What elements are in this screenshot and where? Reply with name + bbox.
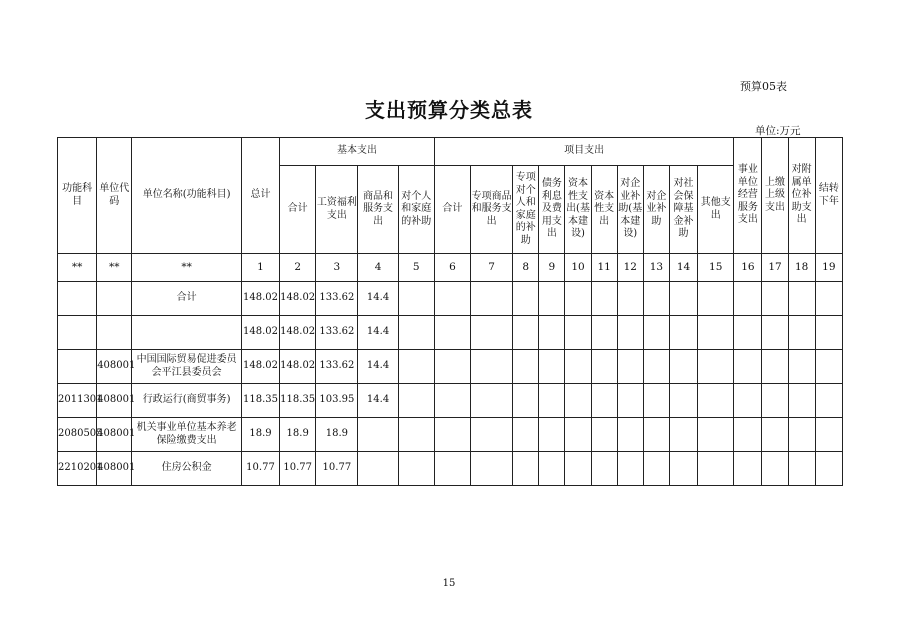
index-cell: 19: [815, 254, 842, 282]
wage-cell: 103.95: [316, 384, 358, 418]
col-basic-group: 基本支出: [280, 138, 435, 166]
col-proj-goods: 专项商品和服务支出: [471, 166, 513, 254]
empty-cell: [698, 350, 734, 384]
empty-cell: [788, 418, 815, 452]
goods-cell: [358, 418, 398, 452]
col-carry: 结转下年: [815, 138, 842, 254]
empty-cell: [434, 282, 470, 316]
col-basic-personal: 对个人和家庭的补助: [398, 166, 434, 254]
func-code-cell: [58, 282, 97, 316]
goods-cell: 14.4: [358, 384, 398, 418]
budget-table: [57, 137, 843, 486]
col-proj-capital-build: 资本性支出(基本建设): [565, 166, 591, 254]
col-basic-wage: 工资福利支出: [316, 166, 358, 254]
empty-cell: [643, 316, 669, 350]
empty-cell: [398, 452, 434, 486]
index-cell: 11: [591, 254, 617, 282]
empty-cell: [513, 418, 539, 452]
index-cell: 13: [643, 254, 669, 282]
func-code-cell: 2011301: [58, 384, 97, 418]
empty-cell: [398, 316, 434, 350]
total-cell: 148.02: [241, 316, 279, 350]
unit-code-cell: 408001: [97, 452, 132, 486]
basic-total-cell: 118.35: [280, 384, 316, 418]
empty-cell: [734, 350, 762, 384]
func-code-cell: 2210201: [58, 452, 97, 486]
func-code-cell: 2080505: [58, 418, 97, 452]
empty-cell: [398, 418, 434, 452]
empty-cell: [617, 282, 643, 316]
empty-cell: [591, 452, 617, 486]
empty-cell: [762, 384, 788, 418]
header-row-1: [58, 138, 843, 166]
empty-cell: [698, 384, 734, 418]
empty-cell: [471, 316, 513, 350]
total-cell: 118.35: [241, 384, 279, 418]
empty-cell: [539, 452, 565, 486]
empty-cell: [513, 384, 539, 418]
index-cell: 5: [398, 254, 434, 282]
empty-cell: [698, 418, 734, 452]
empty-cell: [669, 384, 697, 418]
empty-cell: [565, 452, 591, 486]
empty-cell: [591, 384, 617, 418]
table-row: [58, 350, 843, 384]
col-unit-code: 单位代码: [97, 138, 132, 254]
col-basic-total: 合计: [280, 166, 316, 254]
unit-name-cell: 中国国际贸易促进委员会平江县委员会: [132, 350, 242, 384]
empty-cell: [434, 418, 470, 452]
col-project-group: 项目支出: [434, 138, 734, 166]
empty-cell: [815, 452, 842, 486]
func-code-cell: [58, 350, 97, 384]
index-cell: 8: [513, 254, 539, 282]
col-proj-debt: 债务利息及费用支出: [539, 166, 565, 254]
index-cell: 4: [358, 254, 398, 282]
index-cell: 12: [617, 254, 643, 282]
col-proj-ent: 对企业补助: [643, 166, 669, 254]
goods-cell: 14.4: [358, 316, 398, 350]
empty-cell: [513, 316, 539, 350]
wage-cell: 133.62: [316, 350, 358, 384]
empty-cell: [734, 418, 762, 452]
index-cell: **: [132, 254, 242, 282]
empty-cell: [471, 350, 513, 384]
empty-cell: [698, 452, 734, 486]
wage-cell: 133.62: [316, 282, 358, 316]
col-proj-ent-build: 对企业补助(基本建设): [617, 166, 643, 254]
empty-cell: [471, 384, 513, 418]
empty-cell: [591, 282, 617, 316]
total-cell: 18.9: [241, 418, 279, 452]
col-total: 总计: [241, 138, 279, 254]
index-cell: 17: [762, 254, 788, 282]
page-title: 支出预算分类总表: [365, 98, 533, 122]
index-cell: 14: [669, 254, 697, 282]
index-cell: 1: [241, 254, 279, 282]
col-proj-personal: 专项对个人和家庭的补助: [513, 166, 539, 254]
empty-cell: [617, 384, 643, 418]
empty-cell: [815, 384, 842, 418]
col-subsidiary: 对附属单位补助支出: [788, 138, 815, 254]
total-cell: 148.02: [241, 282, 279, 316]
index-cell: 9: [539, 254, 565, 282]
empty-cell: [565, 384, 591, 418]
empty-cell: [565, 282, 591, 316]
empty-cell: [471, 452, 513, 486]
table-row: [58, 282, 843, 316]
goods-cell: 14.4: [358, 282, 398, 316]
index-cell: 3: [316, 254, 358, 282]
index-cell: **: [58, 254, 97, 282]
empty-cell: [539, 316, 565, 350]
unit-code-cell: [97, 282, 132, 316]
empty-cell: [434, 452, 470, 486]
empty-cell: [434, 384, 470, 418]
empty-cell: [669, 282, 697, 316]
empty-cell: [398, 384, 434, 418]
unit-name-cell: 合计: [132, 282, 242, 316]
empty-cell: [591, 316, 617, 350]
basic-total-cell: 10.77: [280, 452, 316, 486]
empty-cell: [471, 418, 513, 452]
col-proj-capital: 资本性支出: [591, 166, 617, 254]
table-row: [58, 316, 843, 350]
index-row: [58, 254, 843, 282]
empty-cell: [815, 316, 842, 350]
empty-cell: [617, 418, 643, 452]
empty-cell: [539, 384, 565, 418]
col-func-code: 功能科目: [58, 138, 97, 254]
empty-cell: [669, 418, 697, 452]
unit-name-cell: [132, 316, 242, 350]
empty-cell: [698, 282, 734, 316]
empty-cell: [643, 282, 669, 316]
empty-cell: [669, 350, 697, 384]
empty-cell: [617, 350, 643, 384]
empty-cell: [643, 452, 669, 486]
index-cell: 18: [788, 254, 815, 282]
empty-cell: [762, 316, 788, 350]
basic-total-cell: 148.02: [280, 282, 316, 316]
basic-total-cell: 18.9: [280, 418, 316, 452]
form-number: 预算05表: [740, 80, 787, 93]
empty-cell: [617, 316, 643, 350]
empty-cell: [734, 384, 762, 418]
empty-cell: [788, 316, 815, 350]
total-cell: 10.77: [241, 452, 279, 486]
empty-cell: [815, 282, 842, 316]
empty-cell: [643, 384, 669, 418]
unit-code-cell: 408001: [97, 350, 132, 384]
unit-label: 单位:万元: [755, 125, 801, 137]
goods-cell: 14.4: [358, 350, 398, 384]
table-row: [58, 452, 843, 486]
wage-cell: 18.9: [316, 418, 358, 452]
empty-cell: [565, 418, 591, 452]
wage-cell: 10.77: [316, 452, 358, 486]
empty-cell: [565, 316, 591, 350]
empty-cell: [434, 350, 470, 384]
empty-cell: [513, 282, 539, 316]
col-proj-other: 其他支出: [698, 166, 734, 254]
index-cell: 15: [698, 254, 734, 282]
empty-cell: [434, 316, 470, 350]
empty-cell: [815, 418, 842, 452]
empty-cell: [762, 418, 788, 452]
index-cell: 10: [565, 254, 591, 282]
empty-cell: [398, 350, 434, 384]
wage-cell: 133.62: [316, 316, 358, 350]
empty-cell: [513, 452, 539, 486]
col-unit-name: 单位名称(功能科目): [132, 138, 242, 254]
empty-cell: [734, 316, 762, 350]
empty-cell: [762, 452, 788, 486]
table-row: [58, 418, 843, 452]
col-proj-social: 对社会保障基金补助: [669, 166, 697, 254]
basic-total-cell: 148.02: [280, 316, 316, 350]
col-business: 事业单位经营服务支出: [734, 138, 762, 254]
unit-name-cell: 住房公积金: [132, 452, 242, 486]
unit-code-cell: 408001: [97, 418, 132, 452]
func-code-cell: [58, 316, 97, 350]
empty-cell: [643, 418, 669, 452]
basic-total-cell: 148.02: [280, 350, 316, 384]
empty-cell: [734, 452, 762, 486]
empty-cell: [762, 350, 788, 384]
empty-cell: [565, 350, 591, 384]
empty-cell: [471, 282, 513, 316]
empty-cell: [643, 350, 669, 384]
unit-name-cell: 行政运行(商贸事务): [132, 384, 242, 418]
index-cell: 7: [471, 254, 513, 282]
col-proj-total: 合计: [434, 166, 470, 254]
index-cell: 2: [280, 254, 316, 282]
goods-cell: [358, 452, 398, 486]
unit-code-cell: [97, 316, 132, 350]
empty-cell: [788, 350, 815, 384]
empty-cell: [669, 316, 697, 350]
total-cell: 148.02: [241, 350, 279, 384]
empty-cell: [788, 452, 815, 486]
unit-name-cell: 机关事业单位基本养老保险缴费支出: [132, 418, 242, 452]
table-row: [58, 384, 843, 418]
empty-cell: [788, 282, 815, 316]
index-cell: 16: [734, 254, 762, 282]
empty-cell: [398, 282, 434, 316]
col-upper: 上缴上级支出: [762, 138, 788, 254]
page-number: 15: [442, 578, 456, 589]
empty-cell: [815, 350, 842, 384]
empty-cell: [698, 316, 734, 350]
empty-cell: [669, 452, 697, 486]
empty-cell: [617, 452, 643, 486]
empty-cell: [591, 350, 617, 384]
unit-code-cell: 408001: [97, 384, 132, 418]
empty-cell: [788, 384, 815, 418]
empty-cell: [734, 282, 762, 316]
empty-cell: [539, 418, 565, 452]
empty-cell: [539, 282, 565, 316]
index-cell: 6: [434, 254, 470, 282]
empty-cell: [591, 418, 617, 452]
col-basic-goods: 商品和服务支出: [358, 166, 398, 254]
empty-cell: [539, 350, 565, 384]
empty-cell: [513, 350, 539, 384]
empty-cell: [762, 282, 788, 316]
index-cell: **: [97, 254, 132, 282]
